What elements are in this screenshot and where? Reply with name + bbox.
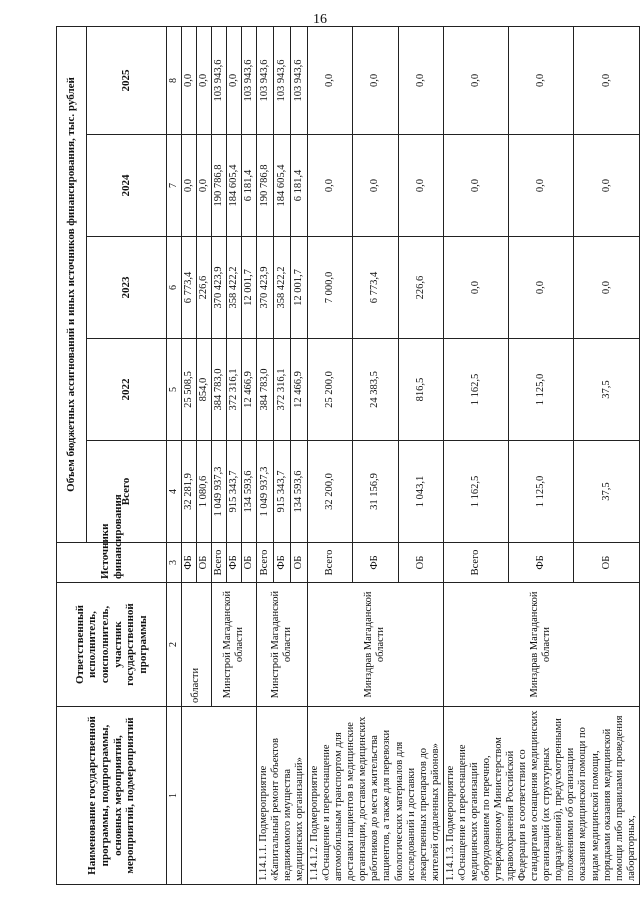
value-cell: 0,0 [509, 26, 574, 134]
value-cell: 0,0 [509, 237, 574, 339]
header-2022: 2022 [87, 339, 167, 441]
value-cell: 1 162,5 [443, 441, 508, 543]
subevent-name-1-14-1-2: 1.14.1.2. Подмероприятие «Оснащение и переоснащение автомобильным транспортом для доставки пациентов в медицинские организации, доставки медицинских работников до места жительства пациентов, а также для перевозки биологических материалов для исследований и доставки лекарственных препаратов до жителей отдаленных районов» [308, 707, 444, 885]
column-number: 7 [167, 135, 182, 237]
value-cell: 0,0 [443, 135, 508, 237]
value-cell: 915 343,7 [273, 441, 290, 543]
value-cell: 6 773,4 [353, 237, 398, 339]
value-cell: 358 422,2 [226, 237, 241, 339]
executor-cell: Минстрой Магаданской области [211, 583, 256, 707]
executor-cell: Минздрав Магаданской области [308, 583, 444, 707]
value-cell: 358 422,2 [273, 237, 290, 339]
source-cell: ОБ [196, 543, 211, 583]
source-cell: ФБ [273, 543, 290, 583]
value-cell: 1 080,6 [196, 441, 211, 543]
value-cell: 372 316,1 [273, 339, 290, 441]
header-funding-group: Объем бюджетных ассигнований и иных источников финансирования, тыс. рублей [57, 26, 87, 542]
value-cell: 0,0 [398, 26, 443, 134]
value-cell: 37,5 [574, 339, 639, 441]
name-cell-empty [181, 707, 256, 885]
value-cell: 1 125,0 [509, 339, 574, 441]
subevent-name-1-14-1-1: 1.14.1.1. Подмероприятие «Капитальный ремонт объектов недвижимого имущества медицинских организаций» [256, 707, 307, 885]
value-cell: 0,0 [308, 135, 353, 237]
value-cell: 226,6 [196, 237, 211, 339]
value-cell: 1 049 937,3 [211, 441, 226, 543]
value-cell: 0,0 [181, 135, 196, 237]
executor-cell: Минстрой Магаданской области [256, 583, 307, 707]
column-number: 4 [167, 441, 182, 543]
source-cell: ОБ [574, 543, 639, 583]
value-cell: 384 783,0 [211, 339, 226, 441]
value-cell: 24 383,5 [353, 339, 398, 441]
source-cell: Всего [256, 543, 273, 583]
source-cell: ФБ [353, 543, 398, 583]
column-number: 5 [167, 339, 182, 441]
value-cell: 816,5 [398, 339, 443, 441]
value-cell: 0,0 [181, 26, 196, 134]
column-number: 1 [167, 707, 182, 885]
column-number: 3 [167, 543, 182, 583]
value-cell: 184 605,4 [273, 135, 290, 237]
source-cell: Всего [308, 543, 353, 583]
source-cell: Всего [211, 543, 226, 583]
header-source: Источники финансирования [57, 543, 167, 583]
value-cell: 1 049 937,3 [256, 441, 273, 543]
page-number: 16 [313, 12, 327, 27]
value-cell: 103 943,6 [273, 26, 290, 134]
table-row [256, 26, 273, 884]
value-cell: 190 786,8 [256, 135, 273, 237]
table-row [181, 26, 196, 884]
subevent-name-1-14-1-3: 1.14.1.3. Подмероприятие «Оснащение и переоснащение медицинских организаций оборудованием по перечню, утвержденному Министерством здравоохранения Российской Федерации в соответствии со стандартами оснащения медицинских организаций (их структурных подразделений), предусмотренными положениями об организации оказания медицинской помощи по видам медицинской помощи, порядками оказания медицинской помощи либо правилами проведения лабораторных, [443, 707, 639, 885]
value-cell: 854,0 [196, 339, 211, 441]
executor-cell: Минздрав Магаданской области [443, 583, 639, 707]
value-cell: 0,0 [353, 135, 398, 237]
source-cell: ФБ [181, 543, 196, 583]
source-cell: ОБ [241, 543, 256, 583]
value-cell: 6 181,4 [290, 135, 307, 237]
value-cell: 0,0 [226, 26, 241, 134]
value-cell: 1 043,1 [398, 441, 443, 543]
value-cell: 370 423,9 [211, 237, 226, 339]
value-cell: 1 162,5 [443, 339, 508, 441]
value-cell: 226,6 [398, 237, 443, 339]
value-cell: 190 786,8 [211, 135, 226, 237]
table-row [308, 26, 353, 884]
value-cell: 6 773,4 [181, 237, 196, 339]
value-cell: 12 001,7 [241, 237, 256, 339]
source-cell: ФБ [509, 543, 574, 583]
column-number: 8 [167, 26, 182, 134]
value-cell: 0,0 [353, 26, 398, 134]
value-cell: 0,0 [574, 26, 639, 134]
value-cell: 384 783,0 [256, 339, 273, 441]
executor-cell: области [181, 583, 211, 707]
value-cell: 12 466,9 [241, 339, 256, 441]
source-cell: ОБ [398, 543, 443, 583]
value-cell: 0,0 [443, 26, 508, 134]
value-cell: 1 125,0 [509, 441, 574, 543]
value-cell: 134 593,6 [241, 441, 256, 543]
column-number-row [167, 26, 182, 884]
table-row [443, 26, 508, 884]
value-cell: 0,0 [574, 237, 639, 339]
value-cell: 915 343,7 [226, 441, 241, 543]
value-cell: 37,5 [574, 441, 639, 543]
value-cell: 0,0 [398, 135, 443, 237]
value-cell: 0,0 [196, 135, 211, 237]
header-2025: 2025 [87, 26, 167, 134]
value-cell: 32 200,0 [308, 441, 353, 543]
value-cell: 372 316,1 [226, 339, 241, 441]
funding-table [56, 26, 640, 885]
value-cell: 184 605,4 [226, 135, 241, 237]
header-2024: 2024 [87, 135, 167, 237]
value-cell: 31 156,9 [353, 441, 398, 543]
value-cell: 103 943,6 [241, 26, 256, 134]
value-cell: 0,0 [308, 26, 353, 134]
value-cell: 25 200,0 [308, 339, 353, 441]
header-total: Всего [87, 441, 167, 543]
header-name: Наименование государственной программы, подпрограммы, основных мероприятий, мероприятий, подмероприятий [57, 707, 167, 885]
value-cell: 134 593,6 [290, 441, 307, 543]
value-cell: 7 000,0 [308, 237, 353, 339]
header-executor: Ответственный исполнитель, соисполнитель, участник государственной программы [57, 583, 167, 707]
value-cell: 6 181,4 [241, 135, 256, 237]
value-cell: 0,0 [196, 26, 211, 134]
value-cell: 0,0 [509, 135, 574, 237]
value-cell: 0,0 [443, 237, 508, 339]
rotated-page-wrapper [56, 27, 637, 885]
value-cell: 0,0 [574, 135, 639, 237]
value-cell: 12 466,9 [290, 339, 307, 441]
column-number: 2 [167, 583, 182, 707]
header-2023: 2023 [87, 237, 167, 339]
value-cell: 370 423,9 [256, 237, 273, 339]
source-cell: ФБ [226, 543, 241, 583]
value-cell: 103 943,6 [211, 26, 226, 134]
source-cell: ОБ [290, 543, 307, 583]
value-cell: 103 943,6 [290, 26, 307, 134]
value-cell: 25 508,5 [181, 339, 196, 441]
rotated-page [56, 27, 637, 885]
value-cell: 12 001,7 [290, 237, 307, 339]
column-number: 6 [167, 237, 182, 339]
source-cell: Всего [443, 543, 508, 583]
value-cell: 32 281,9 [181, 441, 196, 543]
value-cell: 103 943,6 [256, 26, 273, 134]
